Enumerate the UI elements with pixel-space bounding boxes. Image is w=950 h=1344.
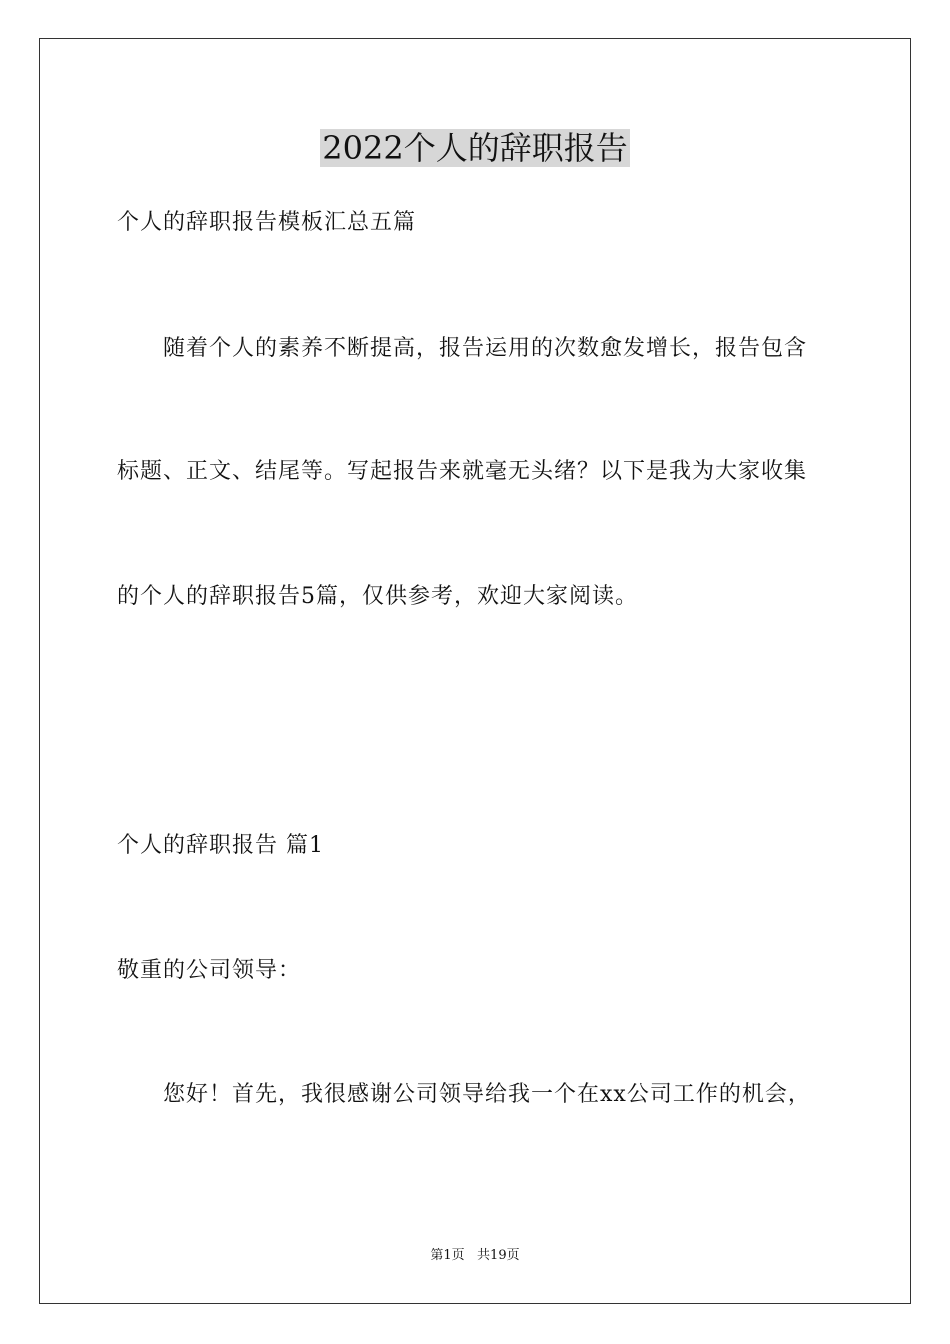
paragraph-line: 标题、正文、结尾等。写起报告来就毫无头绪？以下是我为大家收集 bbox=[117, 459, 808, 484]
paragraph-line: 随着个人的素养不断提高，报告运用的次数愈发增长，报告包含 bbox=[117, 336, 808, 361]
section-heading: 个人的辞职报告 篇1 bbox=[117, 833, 324, 858]
document-title bbox=[0, 126, 950, 170]
paragraph-line: 的个人的辞职报告5篇，仅供参考，欢迎大家阅读。 bbox=[117, 584, 638, 609]
document-subtitle: 个人的辞职报告模板汇总五篇 bbox=[117, 210, 417, 235]
salutation: 敬重的公司领导： bbox=[117, 958, 302, 983]
page-number-footer: 第1页 共19页 bbox=[430, 1248, 520, 1263]
document-title-text: 2022个人的辞职报告 bbox=[322, 129, 628, 167]
paragraph-line: 您好！首先，我很感谢公司领导给我一个在xx公司工作的机会， bbox=[117, 1082, 811, 1107]
